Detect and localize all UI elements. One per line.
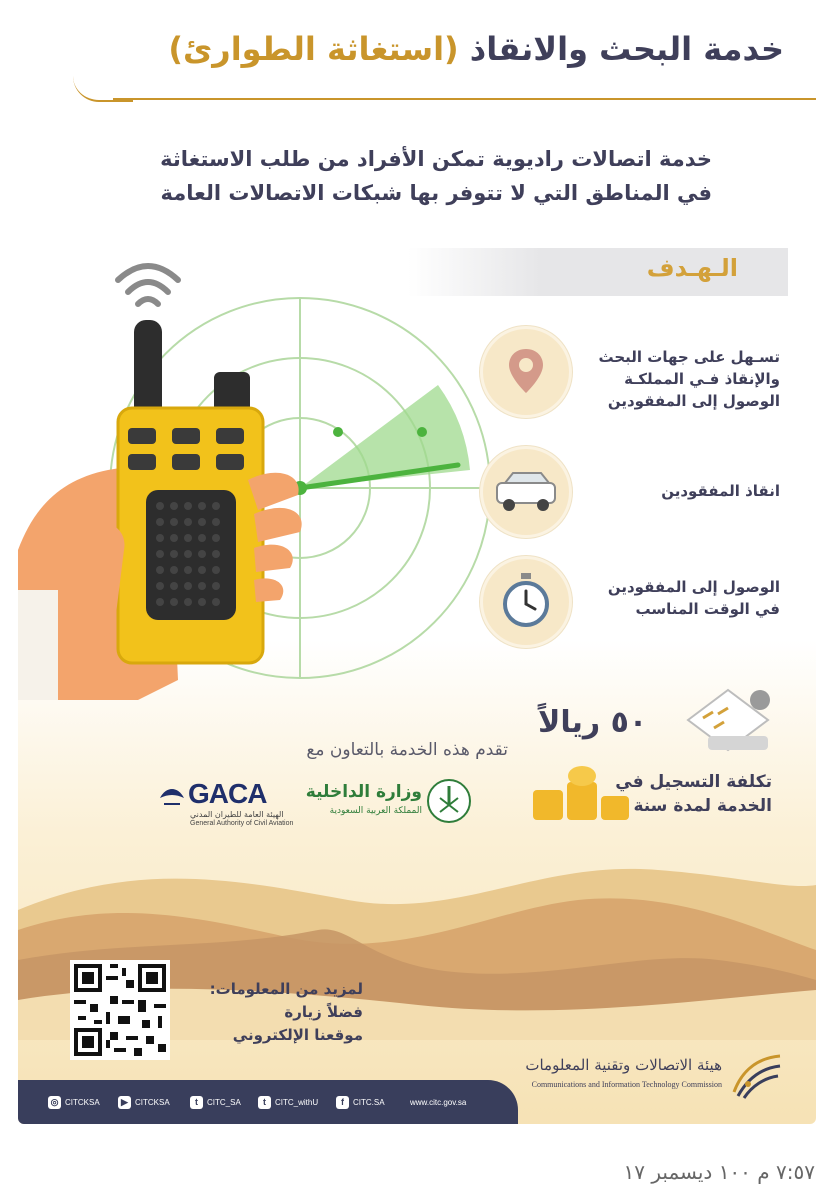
moi-logo [305,778,478,828]
location-pin-icon [483,329,569,415]
stopwatch-icon [483,559,569,645]
qr-code[interactable] [70,960,170,1060]
radar-illustration [18,250,538,700]
moi-name: وزارة الداخلية [305,782,422,802]
twitter-icon: t [190,1096,203,1109]
social-handle: CITCKSA [65,1097,100,1107]
social-handle: CITC_withU [275,1097,319,1107]
social-youtube[interactable] [118,1094,170,1110]
saudi-emblem-icon [426,778,472,824]
social-twitter-2[interactable] [258,1094,318,1110]
social-handle: CITC_SA [207,1097,241,1107]
goal-item-1 [480,326,780,416]
message-timestamp: ٧:٥٧ م ١٠٠ ديسمبر ١٧ [623,1160,815,1184]
signal-waves-icon [118,266,178,304]
goal-circle-2 [480,446,572,538]
more-info [188,978,363,1047]
citc-name-en: Communications and Information Technology Commission [531,1080,722,1089]
gaca-subtitle-ar: الهيئة العامة للطيران المدني [190,810,284,819]
more-info-line-2: فضلاً زيارة [284,1003,363,1021]
partners-heading: تقدم هذه الخدمة بالتعاون مع [306,740,508,760]
title-main: خدمة البحث والانقاذ [469,30,784,68]
goal-item-2 [480,446,780,536]
gaca-subtitle-en: General Authority of Civil Aviation [190,820,294,827]
price-label: ٥٠ ريالاً [538,705,648,740]
registration-line-2: الخدمة لمدة سنة [633,796,772,816]
social-handle: CITCKSA [135,1097,170,1107]
website-link[interactable]: www.citc.gov.sa [410,1097,467,1107]
goal-1-line-2: والإنقاذ فـي المملكـة [624,370,780,388]
goal-text-1 [580,346,780,412]
title-area [18,0,816,120]
citc-emblem-icon [728,1052,786,1102]
social-handle: CITC.SA [353,1097,385,1107]
goal-heading: الـهـدف [646,254,738,282]
goal-3-line-2: في الوقت المناسب [635,600,780,618]
social-instagram[interactable] [48,1094,100,1110]
goal-text-3 [580,576,780,620]
car-icon [483,449,569,535]
goal-2-line-1: انقاذ المفقودين [661,482,780,500]
page-title [168,30,784,68]
id-card-icon [668,680,778,760]
social-bar [18,1080,518,1124]
service-description [72,142,712,210]
facebook-icon: f [336,1096,349,1109]
more-info-line-1: لمزيد من المعلومات: [209,980,363,998]
infographic-poster [18,0,816,1124]
social-facebook[interactable] [336,1094,385,1110]
goal-circle-1 [480,326,572,418]
citc-name-ar: هيئة الاتصالات وتقنية المعلومات [525,1056,722,1074]
goal-item-3 [480,556,780,646]
description-line-1: خدمة اتصالات راديوية تمكن الأفراد من طلب الاستغاثة [160,147,712,171]
gaca-emblem-icon [158,780,186,810]
twitter-icon: t [258,1096,271,1109]
title-divider [113,98,816,100]
title-highlight: (استغاثة الطوارئ) [168,30,459,68]
youtube-icon: ▶ [118,1096,131,1109]
social-twitter-1[interactable] [190,1094,241,1110]
instagram-icon: ◎ [48,1096,61,1109]
moi-subtitle: المملكة العربية السعودية [329,806,422,816]
social-website[interactable] [410,1094,466,1110]
description-line-2: في المناطق التي لا تتوفر بها شبكات الاتصالات العامة [160,181,712,205]
goal-1-line-1: تسـهل على جهات البحث [598,348,780,366]
goal-3-line-1: الوصول إلى المفقودين [607,578,780,596]
goal-1-line-3: الوصول إلى المفقودين [607,392,780,410]
citc-logo [525,1052,786,1102]
gaca-name: GACA [188,778,267,809]
goal-circle-3 [480,556,572,648]
goal-text-2 [580,480,780,502]
more-info-line-3: موقعنا الإلكتروني [232,1026,363,1044]
registration-cost [572,770,772,818]
registration-line-1: تكلفة التسجيل في [615,772,772,792]
radar-sweep [300,385,470,488]
gaca-logo [158,778,308,828]
